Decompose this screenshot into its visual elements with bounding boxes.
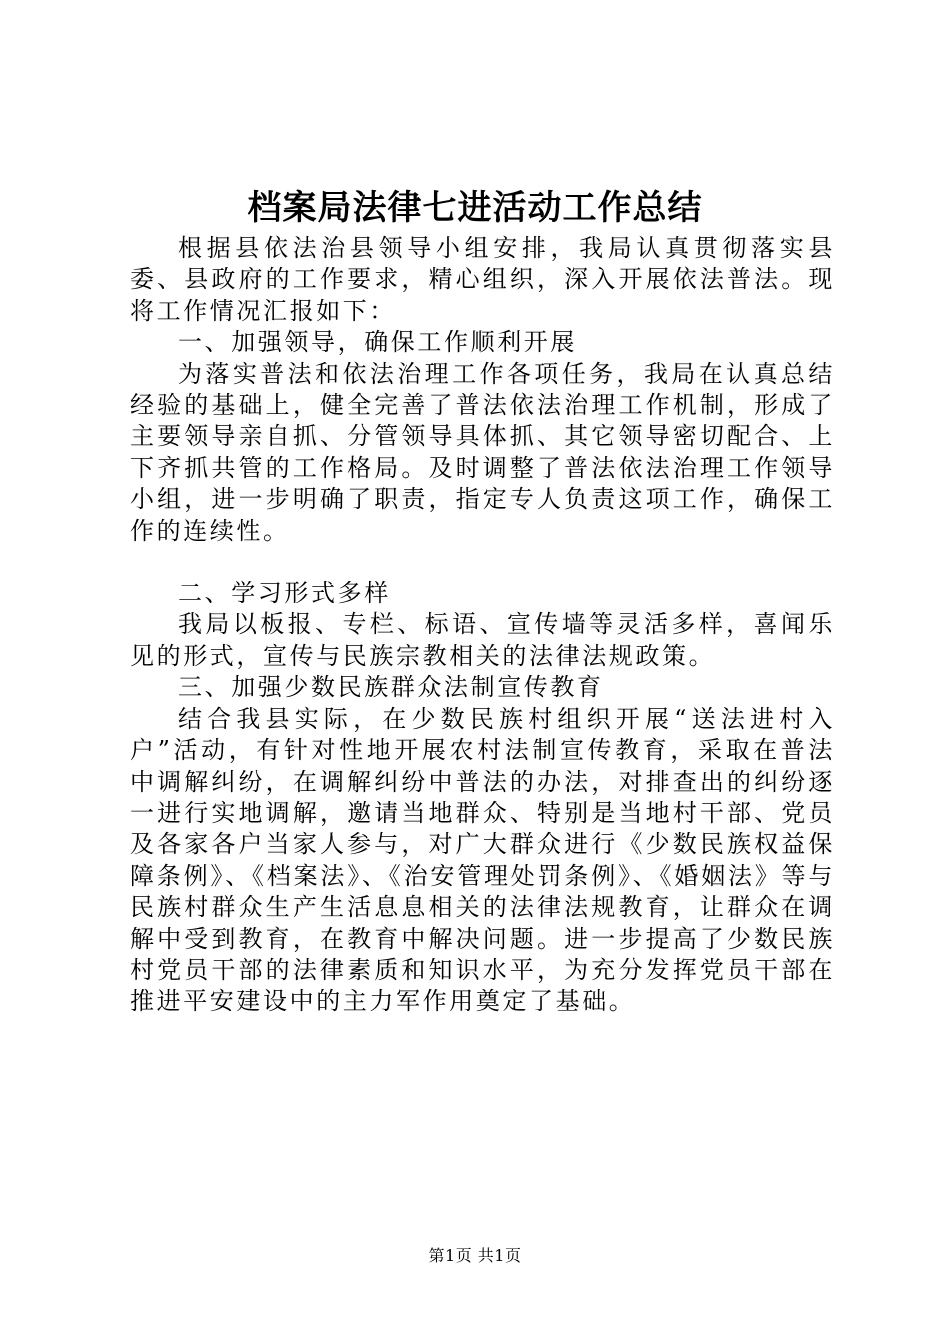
page-footer: 第1页 共1页 (428, 1246, 522, 1265)
document-body (130, 233, 835, 1018)
intro-paragraph: 根据县依法治县领导小组安排，我局认真贯彻落实县委、县政府的工作要求，精心组织，深入开展依法普法。现将工作情况汇报如下： (130, 234, 835, 325)
document-title: 档案局法律七进活动工作总结 (247, 188, 703, 228)
section-3-paragraph: 结合我县实际，在少数民族村组织开展“送法进村入户”活动，有针对性地开展农村法制宣传教育，采取在普法中调解纠纷，在调解纠纷中普法的办法，对排查出的纠纷逐一进行实地调解，邀请当地群众、特别是当地村干部、党员及各家各户当家人参与，对广大群众进行《少数民族权益保障条例》、《档案法》、《治安管理处罚条例》、《婚姻法》等与民族村群众生产生活息息相关的法律法规教育，让群众在调解中受到教育，在教育中解决问题。进一步提高了少数民族村党员干部的法律素质和知识水平，为充分发挥党员干部在推进平安建设中的主力军作用奠定了基础。 (130, 704, 835, 1016)
section-2-paragraph: 我局以板报、专栏、标语、宣传墙等灵活多样，喜闻乐见的形式，宣传与民族宗教相关的法律法规政策。 (130, 610, 835, 670)
section-heading-1: 一、加强领导，确保工作顺利开展 (178, 328, 577, 357)
section-heading-3: 三、加强少数民族群众法制宣传教育 (178, 673, 604, 702)
section-1-paragraph: 为落实普法和依法治理工作各项任务，我局在认真总结经验的基础上，健全完善了普法依法治理工作机制，形成了主要领导亲自抓、分管领导具体抓、其它领导密切配合、上下齐抓共管的工作格局。及时调整了普法依法治理工作领导小组，进一步明确了职责，指定专人负责这项工作，确保工作的连续性。 (130, 359, 835, 545)
section-heading-2: 二、学习形式多样 (178, 579, 391, 608)
